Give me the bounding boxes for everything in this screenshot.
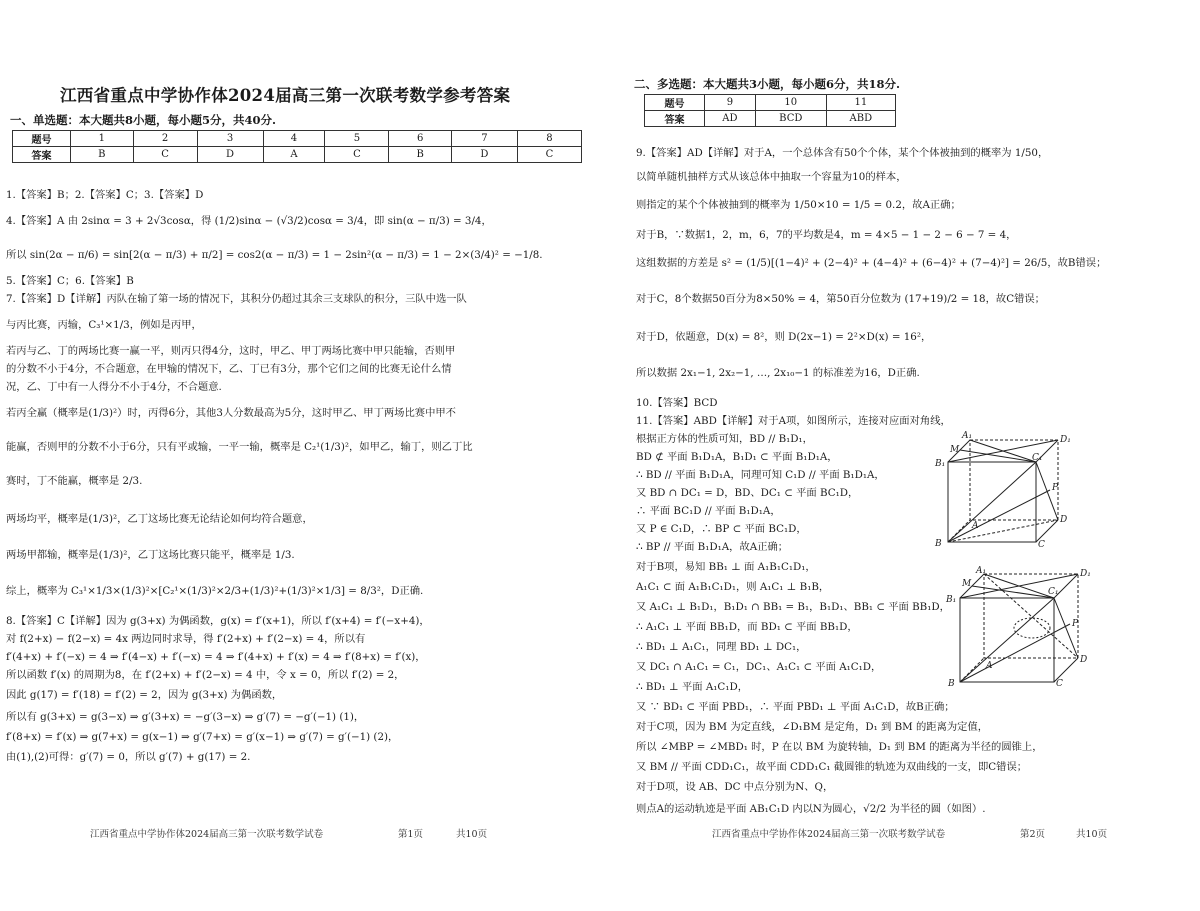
answer-line: f′(8+x) = f′(x) ⇒ g(7+x) = g(x−1) ⇒ g′(7+x) = g′(x−1) ⇒ g′(7) = g′(−1) (2)， [6, 731, 399, 743]
answer-line: 10.【答案】BCD [636, 397, 718, 409]
table-cell: 5 [325, 131, 389, 147]
vertex-label: P [1052, 483, 1059, 493]
answer-line: 又 BD ∩ DC₁ = D，BD、DC₁ ⊂ 平面 BC₁D， [636, 487, 859, 499]
answer-line: 以简单随机抽样方式从该总体中抽取一个容量为10的样本， [636, 171, 907, 183]
single-choice-answer-table [12, 130, 582, 163]
table-header-cell: 题号 [13, 131, 71, 147]
answer-line: 若丙与乙、丁的两场比赛一赢一平，则丙只得4分，这时，甲乙、甲丁两场比赛中甲只能输，否则甲 [6, 345, 456, 357]
table-cell: C [133, 147, 197, 163]
table-cell: C [517, 147, 581, 163]
answer-line: 两场甲都输，概率是(1/3)²，乙丁这场比赛只能平，概率是 1/3. [6, 549, 295, 561]
vertex-label: C [1056, 679, 1063, 688]
footer-page-number: 第2页 [1020, 829, 1046, 840]
table-cell: AD [705, 111, 756, 127]
table-header-cell: 答案 [13, 147, 71, 163]
answer-line: 对于B，∵数据1，2，m，6，7的平均数是4，m = 4×5 − 1 − 2 − 6 − 7 = 4， [636, 229, 1017, 241]
table-cell: 2 [133, 131, 197, 147]
table-cell: A [263, 147, 325, 163]
answer-line: 7.【答案】D【详解】丙队在输了第一场的情况下，其积分仍超过其余三支球队的积分，三队中选一队 [6, 293, 467, 305]
table-cell: 7 [451, 131, 517, 147]
answer-line: 与丙比赛，丙输，C₃¹×1/3，例如是丙甲， [6, 319, 202, 331]
answer-line: 所以 ∠MBP = ∠MBD₁ 时，P 在以 BM 为旋转轴，D₁ 到 BM 的距离为半径的圆锥上， [636, 741, 1043, 753]
answer-line: 对于B项，易知 BB₁ ⊥ 面 A₁B₁C₁D₁， [636, 561, 816, 573]
table-cell: 9 [705, 95, 756, 111]
answer-line: 又 ∵ BD₁ ⊂ 平面 PBD₁，∴ 平面 PBD₁ ⊥ 平面 A₁C₁D，故B正确； [636, 701, 955, 713]
vertex-label: C₁ [1048, 587, 1059, 597]
answer-line: ∴ 平面 BC₁D // 平面 B₁D₁A， [636, 505, 781, 517]
answer-line: 8.【答案】C【详解】因为 g(3+x) 为偶函数，g(x) = f′(x+1)，所以 f′(x+4) = f′(−x+4)， [6, 615, 430, 627]
section-multi-choice-heading: 二、多选题：本大题共3小题，每小题6分，共18分. [634, 77, 901, 91]
vertex-label: A₁ [962, 431, 973, 441]
answer-line: 的分数不小于4分，不合题意，在甲输的情况下，乙、丁已有3分，那个它们之间的比赛无论什么情 [6, 363, 452, 375]
answer-line: 由(1),(2)可得：g′(7) = 0，所以 g′(7) + g(17) = 2. [6, 751, 251, 763]
answer-line: 所以数据 2x₁−1, 2x₂−1, …, 2x₁₀−1 的标准差为16，D正确. [636, 367, 920, 379]
answer-line: ∴ BD₁ ⊥ 平面 A₁C₁D， [636, 681, 748, 693]
answer-line: 对于C项，因为 BM 为定直线，∠D₁BM 是定角，D₁ 到 BM 的距离为定值， [636, 721, 989, 733]
vertex-label: D₁ [1060, 435, 1071, 445]
vertex-label: B₁ [935, 459, 946, 469]
multi-choice-answer-table [644, 94, 896, 127]
footer-total-pages: 共10页 [1076, 829, 1108, 840]
answer-line: 则点A的运动轨迹是平面 AB₁C₁D 内以N为圆心，√2/2 为半径的圆（如图）. [636, 803, 986, 815]
answer-line: 11.【答案】ABD【详解】对于A项，如图所示，连接对应面对角线， [636, 415, 951, 427]
vertex-label: C [1038, 540, 1045, 550]
answer-line: ∴ A₁C₁ ⊥ 平面 BB₁D，而 BD₁ ⊂ 平面 BB₁D， [636, 621, 858, 633]
answer-line: 因此 g(17) = f′(18) = f′(2) = 2，因为 g(3+x) 为偶函数， [6, 689, 283, 701]
table-header-cell: 题号 [645, 95, 705, 111]
answer-line: 根据正方体的性质可知，BD // B₁D₁， [636, 433, 813, 445]
table-cell: ABD [826, 111, 895, 127]
answer-line: 况，乙、丁中有一人得分不小于4分，不合题意. [6, 381, 222, 393]
vertex-label: D₁ [1080, 569, 1091, 579]
page-title: 江西省重点中学协作体2024届高三第一次联考数学参考答案 [60, 86, 511, 105]
vertex-label: B [935, 539, 942, 549]
answer-line: 9.【答案】AD【详解】对于A，一个总体含有50个个体，某个个体被抽到的概率为 1/50， [636, 147, 1049, 159]
answer-line: 又 DC₁ ∩ A₁C₁ = C₁，DC₁、A₁C₁ ⊂ 平面 A₁C₁D， [636, 661, 882, 673]
table-row-answer [13, 147, 582, 163]
table-cell: C [325, 147, 389, 163]
vertex-label: M [962, 579, 972, 589]
table-cell: BCD [755, 111, 826, 127]
table-cell: 1 [71, 131, 134, 147]
answer-line: f′(4+x) + f′(−x) = 4 ⇒ f′(4−x) + f′(−x) = 4 ⇒ f′(4+x) + f′(x) = 4 ⇒ f′(8+x) = f′(x)， [6, 651, 426, 663]
table-cell: 3 [197, 131, 263, 147]
answer-line: 对于D，依题意，D(x) = 8²，则 D(2x−1) = 2²×D(x) = 16²， [636, 331, 932, 343]
answer-line: 两场均平，概率是(1/3)²，乙丁这场比赛无论结论如何均符合题意， [6, 513, 313, 525]
answer-line: 若丙全赢（概率是(1/3)²）时，丙得6分，其他3人分数最高为5分，这时甲乙、甲丁两场比赛中甲不 [6, 407, 456, 419]
table-cell: 6 [389, 131, 452, 147]
vertex-label: A₁ [976, 566, 987, 576]
answer-line: 综上，概率为 C₃¹×1/3×(1/3)²×[C₂¹×(1/3)²×2/3+(1/3)²+(1/3)²×1/3] = 8/3²，D正确. [6, 585, 424, 597]
answer-line: 这组数据的方差是 s² = (1/5)[(1−4)² + (2−4)² + (4−4)² + (6−4)² + (7−4)²] = 26/5，故B错误； [636, 257, 1107, 269]
answer-line: BD ⊄ 平面 B₁D₁A，B₁D₁ ⊂ 平面 B₁D₁A， [636, 451, 838, 463]
answer-line: 又 A₁C₁ ⊥ B₁D₁，B₁D₁ ∩ BB₁ = B₁，B₁D₁、BB₁ ⊂ 平面 BB₁D， [636, 601, 950, 613]
vertex-label: P [1072, 619, 1079, 629]
vertex-label: B [948, 679, 955, 688]
answer-line: ∴ BP // 平面 B₁D₁A，故A正确； [636, 541, 789, 553]
answer-line: 5.【答案】C；6.【答案】B [6, 275, 134, 287]
cube-figure-top [932, 430, 1072, 550]
table-cell: 10 [755, 95, 826, 111]
answer-line: 又 BM // 平面 CDD₁C₁，故平面 CDD₁C₁ 截圆锥的轨迹为双曲线的一支，即C错误； [636, 761, 1028, 773]
table-cell: B [71, 147, 134, 163]
footer-doc-title: 江西省重点中学协作体2024届高三第一次联考数学试卷 [90, 829, 324, 840]
table-cell: 11 [826, 95, 895, 111]
vertex-label: M [950, 445, 960, 455]
answer-line: 赛时，丁不能赢，概率是 2/3. [6, 475, 143, 487]
table-header-cell: 答案 [645, 111, 705, 127]
vertex-label: B₁ [946, 595, 957, 605]
table-cell: 8 [517, 131, 581, 147]
cube-figure-bottom [940, 564, 1100, 688]
table-cell: D [451, 147, 517, 163]
vertex-label: D [1060, 515, 1068, 525]
answer-line: 4.【答案】A 由 2sinα = 3 + 2√3cosα，得 (1/2)sinα − (√3/2)cosα = 3/4，即 sin(α − π/3) = 3/4， [6, 215, 492, 227]
answer-line: 又 P ∈ C₁D，∴ BP ⊂ 平面 BC₁D， [636, 523, 807, 535]
vertex-label: A [972, 521, 979, 531]
vertex-label: D [1080, 655, 1088, 665]
table-row-question [13, 131, 582, 147]
footer-total-pages: 共10页 [456, 829, 488, 840]
footer-doc-title: 江西省重点中学协作体2024届高三第一次联考数学试卷 [712, 829, 946, 840]
table-cell: 4 [263, 131, 325, 147]
answer-line: ∴ BD₁ ⊥ A₁C₁，同理 BD₁ ⊥ DC₁， [636, 641, 807, 653]
table-row-question [645, 95, 896, 111]
section-single-choice-heading: 一、单选题：本大题共8小题，每小题5分，共40分. [10, 113, 277, 127]
answer-line: 所以 sin(2α − π/6) = sin[2(α − π/3) + π/2] = cos2(α − π/3) = 1 − 2sin²(α − π/3) = 1 − 2×(3/4)² = −1/8. [6, 249, 543, 261]
footer-page-number: 第1页 [398, 829, 424, 840]
answer-line: 对于C，8个数据50百分为8×50% = 4，第50百分位数为 (17+19)/2 = 18，故C错误； [636, 293, 1045, 305]
answer-line: 对 f(2+x) − f(2−x) = 4x 两边同时求导，得 f′(2+x) + f′(2−x) = 4，所以有 [6, 633, 366, 645]
answer-line: ∴ BD // 平面 B₁D₁A，同理可知 C₁D // 平面 B₁D₁A， [636, 469, 885, 481]
vertex-label: C₁ [1032, 453, 1043, 463]
answer-line: 所以有 g(3+x) = g(3−x) ⇒ g′(3+x) = −g′(3−x) ⇒ g′(7) = −g′(−1) (1)， [6, 711, 365, 723]
answer-line: 所以函数 f′(x) 的周期为8，在 f′(2+x) + f′(2−x) = 4 中，令 x = 0，所以 f′(2) = 2， [6, 669, 405, 681]
vertex-label: A [986, 661, 993, 671]
table-cell: B [389, 147, 452, 163]
answer-line: 则指定的某个个体被抽到的概率为 1/50×10 = 1/5 = 0.2，故A正确； [636, 199, 961, 211]
answer-line: A₁C₁ ⊂ 面 A₁B₁C₁D₁，则 A₁C₁ ⊥ B₁B， [636, 581, 830, 593]
answer-line: 能赢，否则甲的分数不小于6分，只有平或输，一平一输，概率是 C₂¹(1/3)²，如甲乙，输丁，则乙丁比 [6, 441, 473, 453]
table-row-answer [645, 111, 896, 127]
page-right [600, 0, 1200, 911]
answer-line: 1.【答案】B；2.【答案】C；3.【答案】D [6, 189, 204, 201]
answer-line: 对于D项，设 AB、DC 中点分别为N、Q， [636, 781, 834, 793]
table-cell: D [197, 147, 263, 163]
